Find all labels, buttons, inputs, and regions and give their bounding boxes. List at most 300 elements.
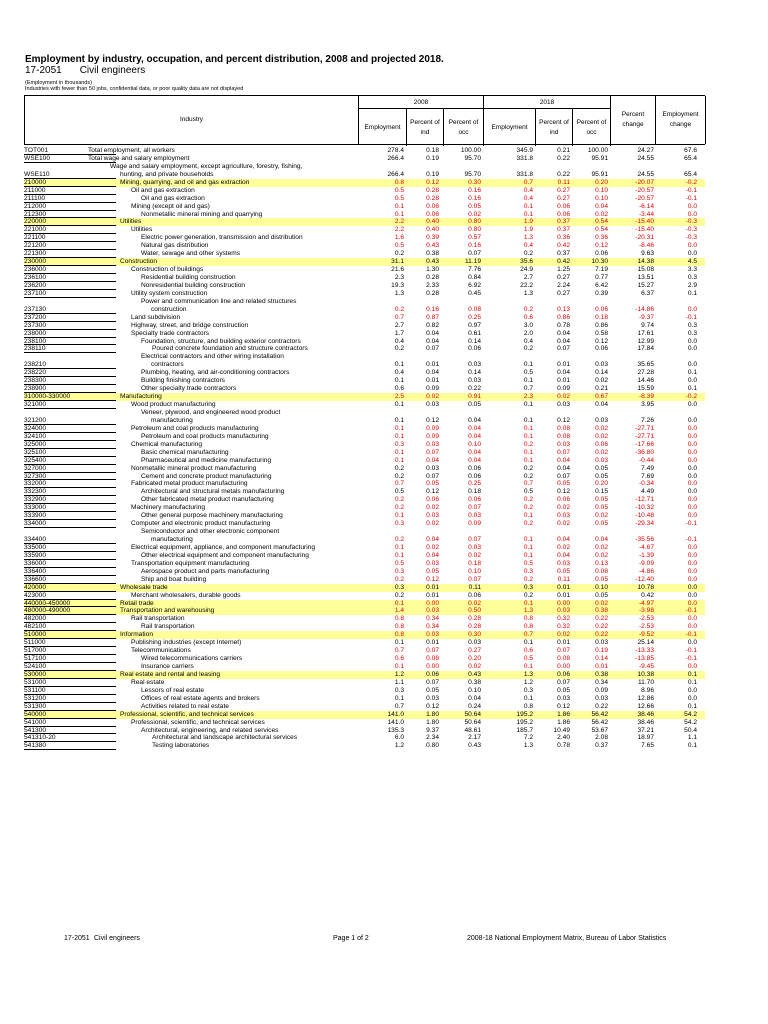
table-row (24, 250, 705, 258)
industry-code: 327300 (24, 472, 47, 480)
industry-code: 236100 (24, 274, 47, 282)
table-row (24, 520, 705, 528)
pct-ind-2018-cell: 0.07 (557, 472, 570, 480)
table-row (24, 655, 705, 663)
pct-ind-2018-cell: 0.37 (557, 250, 570, 258)
pct-occ-2008-cell: 0.06 (468, 345, 481, 353)
employment-change-cell: 0.0 (687, 250, 697, 258)
industry-code: 321200 (24, 416, 47, 424)
pct-ind-2018-cell: 0.36 (557, 234, 570, 242)
pct-occ-2008-cell: 0.07 (468, 536, 481, 544)
pct-ind-2008-cell: 0.01 (426, 583, 439, 591)
pct-occ-2008-cell: 0.30 (468, 178, 481, 186)
pct-occ-2018-cell: 53.67 (591, 726, 608, 734)
table-row (24, 322, 705, 330)
table-row (24, 377, 705, 385)
table-row (24, 409, 705, 425)
pct-occ-2008-cell: 50.64 (464, 710, 481, 718)
industry-name: Transportation and warehousing (120, 607, 215, 615)
percent-change-cell: 17.84 (637, 345, 654, 353)
table-row (24, 393, 705, 401)
employment-2018-cell: 0.1 (523, 361, 533, 369)
pct-occ-2018-cell: 0.06 (595, 345, 608, 353)
pct-occ-2008-cell: 0.05 (468, 401, 481, 409)
employment-change-cell: 0.1 (687, 289, 697, 297)
percent-change-cell: 10.38 (637, 670, 654, 678)
pct-ind-2018-cell: 0.01 (557, 377, 570, 385)
employment-2008-cell: 0.1 (394, 416, 404, 424)
pct-occ-2008-cell: 0.03 (468, 543, 481, 551)
pct-ind-2018-cell: 1.86 (557, 718, 570, 726)
employment-2018-cell: 0.3 (523, 583, 533, 591)
employment-2018-cell: 0.2 (523, 345, 533, 353)
pct-ind-2008-cell: 0.01 (426, 639, 439, 647)
pct-occ-2008-cell: 50.64 (464, 718, 481, 726)
employment-2008-cell: 0.2 (394, 536, 404, 544)
industry-name: Petroleum and coal products manufacturing (141, 432, 269, 440)
pct-ind-2008-cell: 0.01 (426, 377, 439, 385)
industry-code: WSE100 (24, 154, 51, 162)
industry-name: Land subdivision (131, 313, 181, 321)
percent-change-cell: 7.49 (641, 464, 654, 472)
percent-change-cell: -0.34 (638, 480, 654, 488)
percent-change-cell: -27.71 (635, 424, 654, 432)
employment-2008-cell: 0.6 (394, 655, 404, 663)
table-row (24, 488, 705, 496)
employment-2018-cell: 1.3 (523, 289, 533, 297)
table-row (24, 195, 705, 203)
employment-change-cell: 0.0 (687, 472, 697, 480)
table-row (24, 353, 705, 369)
pct-occ-2008-cell: 0.22 (468, 385, 481, 393)
industry-name: Building finishing contractors (141, 377, 225, 385)
pct-ind-2008-cell: 0.03 (426, 401, 439, 409)
table-row (24, 727, 705, 735)
industry-code: 238300 (24, 377, 47, 385)
employment-2008-cell: 0.4 (394, 337, 404, 345)
employment-2008-cell: 0.1 (394, 694, 404, 702)
industry-name: Electric power generation, transmission and distribution (141, 234, 303, 242)
pct-occ-2008-cell: 0.20 (468, 655, 481, 663)
percent-change-cell: -8.39 (638, 393, 654, 401)
employment-change-cell: 67.6 (684, 147, 697, 154)
percent-change-cell: -29.34 (635, 520, 654, 528)
industry-name: Fabricated metal product manufacturing (131, 480, 248, 488)
employment-2008-cell: 0.1 (394, 424, 404, 432)
pct-ind-2008-cell: 0.40 (426, 218, 439, 226)
employment-change-cell: -0.2 (685, 393, 697, 401)
industry-code: 336400 (24, 567, 47, 575)
industry-code: 238110 (24, 345, 46, 353)
employment-2018-cell: 0.2 (523, 575, 533, 583)
employment-change-cell: 0.0 (687, 591, 697, 599)
percent-change-cell: -1.39 (638, 551, 654, 559)
industry-name: Architectural and structural metals manufacturing (141, 488, 285, 496)
percent-change-cell: 38.46 (637, 718, 654, 726)
pct-occ-2018-cell: 56.42 (591, 710, 608, 718)
percent-change-cell: 17.61 (637, 329, 654, 337)
pct-occ-2008-cell: 0.04 (468, 456, 481, 464)
pct-occ-2018-cell: 0.03 (595, 639, 608, 647)
employment-change-cell: -0.1 (685, 631, 697, 639)
industry-name: Nonresidential building construction (141, 281, 246, 289)
employment-change-cell: 0.0 (687, 583, 697, 591)
employment-change-cell: 0.0 (687, 464, 697, 472)
industry-name: Other specialty trade contractors (141, 385, 237, 393)
employment-2008-cell: 1.7 (394, 329, 404, 337)
employment-change-cell: 0.0 (687, 567, 697, 575)
industry-code: 541310-20 (24, 734, 56, 742)
percent-change-cell: -9.45 (638, 663, 654, 671)
pct-occ-2008-cell: 0.07 (468, 504, 481, 512)
employment-2008-cell: 0.1 (394, 361, 404, 369)
industry-code: 230000 (24, 258, 116, 266)
industry-name: Other general purpose machinery manufacturing (141, 512, 283, 520)
pct-ind-2018-cell: 0.12 (557, 702, 570, 710)
pct-occ-2008-cell: 0.24 (468, 702, 481, 710)
employment-2008-cell: 141.0 (387, 718, 404, 726)
employment-change-cell: 3.3 (687, 266, 697, 274)
table-row (24, 314, 705, 322)
pct-occ-2008-cell: 7.76 (468, 266, 481, 274)
pct-occ-2018-cell: 0.03 (595, 456, 608, 464)
employment-change-cell: 0.0 (687, 345, 697, 353)
pct-occ-2018-cell: 0.02 (595, 210, 608, 218)
percent-change-cell: 15.27 (637, 281, 654, 289)
employment-2018-cell: 0.1 (523, 536, 533, 544)
table-row (24, 719, 705, 727)
pct-ind-2008-cell: 0.05 (426, 567, 439, 575)
industry-name: Total wage and salary employment (88, 154, 190, 162)
pct-ind-2008-cell: 0.12 (426, 416, 439, 424)
table-row (24, 560, 705, 568)
employment-change-cell: 0.0 (687, 512, 697, 520)
pct-ind-2018-cell: 0.05 (557, 480, 570, 488)
industry-name: Publishing industries (except Internet) (131, 639, 242, 647)
pct-occ-2018-cell: 0.20 (595, 480, 608, 488)
industry-name: Nonmetallic mineral mining and quarrying (141, 210, 263, 218)
pct-occ-2008-cell: 0.04 (468, 432, 481, 440)
industry-name: Other fabricated metal product manufacturing (141, 496, 274, 504)
pct-occ-2018-cell: 0.03 (595, 416, 608, 424)
table-row (24, 330, 705, 338)
pct-occ-2018-cell: 7.19 (595, 266, 608, 274)
pct-ind-2018-cell: 0.01 (557, 583, 570, 591)
pct-ind-2018-cell: 0.04 (557, 551, 570, 559)
employment-2018-cell: 0.2 (523, 496, 533, 504)
employment-2008-cell: 0.7 (394, 480, 404, 488)
percent-change-cell: -10.32 (635, 504, 654, 512)
pct-ind-2008-cell: 0.03 (426, 464, 439, 472)
industry-code: 517100 (24, 655, 47, 663)
employment-change-cell: 2.9 (687, 281, 697, 289)
pct-occ-2008-cell: 0.43 (468, 742, 481, 750)
percent-change-cell: -2.53 (638, 623, 654, 631)
employment-2008-cell: 0.2 (394, 464, 404, 472)
employment-2018-cell: 7.2 (523, 734, 533, 742)
employment-2008-cell: 0.1 (394, 663, 404, 671)
industry-code: 212300 (24, 210, 47, 218)
industry-code: 236200 (24, 281, 47, 289)
employment-change-cell: 1.1 (687, 734, 697, 742)
pct-occ-2008-cell: 0.18 (468, 488, 481, 496)
industry-code: TOT001 (24, 147, 49, 154)
pct-occ-2018-cell: 0.05 (595, 575, 608, 583)
employment-change-cell: 0.3 (687, 329, 697, 337)
pct-occ-2018-cell: 0.09 (595, 686, 608, 694)
employment-change-cell: 0.0 (687, 448, 697, 456)
pct-occ-2018-cell: 0.10 (595, 583, 608, 591)
pct-ind-2018-cell: 0.02 (557, 543, 570, 551)
industry-name: Architectural and landscape architectural services (152, 734, 298, 742)
industry-code: 221300 (24, 250, 47, 258)
percent-change-cell: -9.52 (638, 631, 654, 639)
pct-occ-2018-cell: 56.42 (591, 718, 608, 726)
employment-change-cell: 54.2 (684, 710, 697, 718)
employment-2018-cell: 0.1 (523, 432, 533, 440)
pct-occ-2018-cell: 0.10 (595, 194, 608, 202)
pct-ind-2018-cell: 0.03 (557, 694, 570, 702)
pct-occ-2018-cell: 100.00 (587, 147, 608, 154)
pct-ind-2008-cell: 0.03 (426, 631, 439, 639)
pct-occ-2008-cell: 0.30 (468, 631, 481, 639)
pct-ind-2018-cell: 0.03 (557, 607, 570, 615)
employment-change-cell: 0.1 (687, 678, 697, 686)
pct-ind-2008-cell: 0.04 (426, 551, 439, 559)
pct-ind-2008-cell: 0.00 (426, 663, 439, 671)
industry-name: Specialty trade contractors (131, 329, 210, 337)
pct-ind-2018-cell: 0.86 (557, 313, 570, 321)
employment-2008-cell: 0.1 (394, 599, 404, 607)
employment-2018-cell: 0.1 (523, 543, 533, 551)
employment-2018-cell: 0.2 (523, 591, 533, 599)
industry-code: 325400 (24, 456, 47, 464)
employment-2018-cell: 0.7 (523, 480, 533, 488)
pct-occ-2008-cell: 0.14 (468, 369, 481, 377)
pct-occ-2008-cell: 0.04 (468, 694, 481, 702)
employment-2018-cell: 0.2 (523, 520, 533, 528)
pct-ind-2018-cell: 0.04 (557, 456, 570, 464)
employment-change-cell: 0.0 (687, 639, 697, 647)
pct-ind-2018-cell: 0.08 (557, 655, 570, 663)
pct-ind-2018-cell: 0.06 (557, 202, 570, 210)
employment-2008-cell: 0.1 (394, 543, 404, 551)
table-row (24, 496, 705, 504)
employment-2008-cell: 0.2 (394, 472, 404, 480)
pct-ind-2008-cell: 0.01 (426, 361, 439, 369)
industry-name: Nonmetallic mineral product manufacturing (131, 464, 257, 472)
employment-2008-cell: 0.8 (394, 178, 404, 186)
pct-occ-2008-cell: 0.08 (468, 305, 481, 313)
percent-change-cell: 38.46 (637, 710, 654, 718)
employment-change-cell: 0.0 (687, 694, 697, 702)
employment-2018-cell: 0.1 (523, 424, 533, 432)
pct-occ-2008-cell: 0.07 (468, 250, 481, 258)
industry-name: Electrical equipment, appliance, and component manufacturing (131, 543, 316, 551)
employment-change-cell: 0.0 (687, 337, 697, 345)
pct-ind-2018-cell: 0.03 (557, 512, 570, 520)
pct-ind-2018-cell: 0.06 (557, 496, 570, 504)
pct-occ-2008-cell: 0.80 (468, 218, 481, 226)
pct-occ-2018-cell: 0.20 (595, 178, 608, 186)
employment-2018-cell: 0.3 (523, 686, 533, 694)
industry-code: 238900 (24, 385, 47, 393)
pct-ind-2008-cell: 0.04 (426, 536, 439, 544)
industry-code: 480000-490000 (24, 607, 116, 615)
employment-2008-cell: 0.7 (394, 647, 404, 655)
percent-change-cell: 3.95 (641, 401, 654, 409)
table-row (24, 187, 705, 195)
pct-occ-2018-cell: 0.04 (595, 401, 608, 409)
table-row (24, 258, 705, 266)
employment-change-cell: 0.3 (687, 274, 697, 282)
pct-occ-2018-cell: 0.58 (595, 329, 608, 337)
table-row (24, 552, 705, 560)
employment-change-cell: 0.0 (687, 377, 697, 385)
employment-2018-cell: 195.2 (516, 710, 533, 718)
pct-occ-2008-cell: 0.02 (468, 663, 481, 671)
employment-2018-cell: 0.1 (523, 401, 533, 409)
pct-occ-2018-cell: 0.37 (595, 742, 608, 750)
industry-code: 423000 (24, 591, 47, 599)
pct-ind-2008-cell: 0.02 (426, 393, 439, 401)
pct-occ-2018-cell: 0.08 (595, 567, 608, 575)
percent-change-cell: -6.14 (638, 202, 654, 210)
pct-ind-2018-cell: 0.22 (557, 154, 570, 162)
employment-change-cell: 0.1 (687, 670, 697, 678)
pct-ind-2008-cell: 0.34 (426, 615, 439, 623)
employment-2008-cell: 0.1 (394, 202, 404, 210)
pct-occ-2018-cell: 0.14 (595, 655, 608, 663)
table-row (24, 155, 705, 163)
pct-ind-2008-cell: 0.40 (426, 226, 439, 234)
header-employment-2008: Employment (359, 109, 407, 146)
pct-occ-2018-cell: 0.06 (595, 440, 608, 448)
employment-2018-cell: 0.7 (523, 385, 533, 393)
pct-occ-2018-cell: 0.67 (595, 393, 608, 401)
pct-ind-2018-cell: 0.01 (557, 361, 570, 369)
employment-2018-cell: 2.0 (523, 329, 533, 337)
employment-2008-cell: 1.2 (394, 742, 404, 750)
employment-change-cell: -0.1 (685, 607, 697, 615)
pct-occ-2018-cell: 0.06 (595, 305, 608, 313)
pct-ind-2008-cell: 0.09 (426, 424, 439, 432)
industry-name: Highway, street, and bridge construction (131, 321, 249, 329)
pct-ind-2008-cell: 0.43 (426, 242, 439, 250)
employment-change-cell: -0.1 (685, 536, 697, 544)
units-note: (Employment in thousands) (25, 80, 92, 86)
industry-name: Oil and gas extraction (141, 194, 205, 202)
industry-code: 321000 (24, 401, 47, 409)
employment-change-cell: 54.2 (684, 718, 697, 726)
pct-ind-2008-cell: 0.07 (426, 647, 439, 655)
industry-code: 236000 (24, 266, 47, 274)
employment-change-cell: 0.0 (687, 686, 697, 694)
pct-ind-2018-cell: 0.07 (557, 647, 570, 655)
employment-2018-cell: 0.4 (523, 242, 533, 250)
table-row (24, 234, 705, 242)
percent-change-cell: 18.97 (637, 734, 654, 742)
percent-change-cell: -14.86 (635, 305, 654, 313)
pct-ind-2008-cell: 0.03 (426, 607, 439, 615)
header-pct-ind-2008: Percent of ind (407, 109, 444, 146)
table-row (24, 663, 705, 671)
employment-2008-cell: 1.2 (394, 670, 404, 678)
pct-occ-2008-cell: 0.25 (468, 480, 481, 488)
pct-ind-2008-cell: 0.00 (426, 599, 439, 607)
pct-occ-2008-cell: 0.04 (468, 416, 481, 424)
pct-ind-2018-cell: 0.01 (557, 591, 570, 599)
industry-name: Insurance carriers (141, 663, 194, 671)
percent-change-cell: -13.33 (635, 647, 654, 655)
percent-change-cell: -20.07 (635, 178, 654, 186)
pct-ind-2008-cell: 0.18 (426, 147, 439, 154)
industry-code: 327000 (24, 464, 47, 472)
industry-code: 510000 (24, 631, 116, 639)
employment-2008-cell: 0.2 (394, 345, 404, 353)
employment-2008-cell: 0.3 (394, 583, 404, 591)
employment-2018-cell: 1.9 (523, 226, 533, 234)
table-row (24, 465, 705, 473)
pct-ind-2018-cell: 0.13 (557, 305, 570, 313)
employment-change-cell: 50.4 (684, 726, 697, 734)
employment-2018-cell: 0.7 (523, 631, 533, 639)
employment-2008-cell: 0.5 (394, 194, 404, 202)
employment-2018-cell: 0.4 (523, 194, 533, 202)
industry-name: Activities related to real estate (141, 702, 229, 710)
pct-occ-2018-cell: 0.21 (595, 385, 608, 393)
pct-occ-2008-cell: 0.43 (468, 670, 481, 678)
footer-page-number: Page 1 of 2 (333, 935, 369, 942)
table-row (24, 425, 705, 433)
industry-name: Natural gas distribution (141, 242, 209, 250)
industry-code: 210000 (24, 179, 116, 187)
table-row (24, 528, 705, 544)
employment-2008-cell: 278.4 (387, 147, 404, 154)
employment-2008-cell: 0.3 (394, 686, 404, 694)
table-row (24, 607, 705, 615)
industry-name-continued: manufacturing (151, 536, 193, 544)
pct-ind-2018-cell: 0.04 (557, 337, 570, 345)
percent-change-cell: -27.71 (635, 432, 654, 440)
industry-code: 221000 (24, 226, 47, 234)
pct-occ-2008-cell: 100.00 (460, 147, 481, 154)
industry-name: Mining (except oil and gas) (131, 202, 210, 210)
industry-name-continued: construction (151, 305, 187, 313)
industry-name: Pharmaceutical and medicine manufacturing (141, 456, 272, 464)
percent-change-cell: -12.71 (635, 496, 654, 504)
industry-name: Other electrical equipment and component manufacturing (141, 551, 309, 559)
employment-2018-cell: 1.9 (523, 218, 533, 226)
pct-ind-2018-cell: 0.07 (557, 448, 570, 456)
employment-change-cell: 0.0 (687, 551, 697, 559)
employment-2018-cell: 0.6 (523, 647, 533, 655)
industry-name: Plumbing, heating, and air-conditioning contractors (141, 369, 290, 377)
pct-ind-2018-cell: 0.07 (557, 345, 570, 353)
employment-2008-cell: 0.2 (394, 305, 404, 313)
table-row (24, 457, 705, 465)
table-row (24, 298, 705, 314)
pct-ind-2018-cell: 0.32 (557, 623, 570, 631)
pct-occ-2008-cell: 0.28 (468, 623, 481, 631)
pct-ind-2008-cell: 0.02 (426, 504, 439, 512)
employment-2008-cell: 0.5 (394, 242, 404, 250)
pct-ind-2008-cell: 0.28 (426, 274, 439, 282)
employment-change-cell: -0.1 (685, 655, 697, 663)
pct-occ-2008-cell: 0.10 (468, 440, 481, 448)
employment-2008-cell: 0.5 (394, 488, 404, 496)
employment-2008-cell: 141.0 (387, 710, 404, 718)
